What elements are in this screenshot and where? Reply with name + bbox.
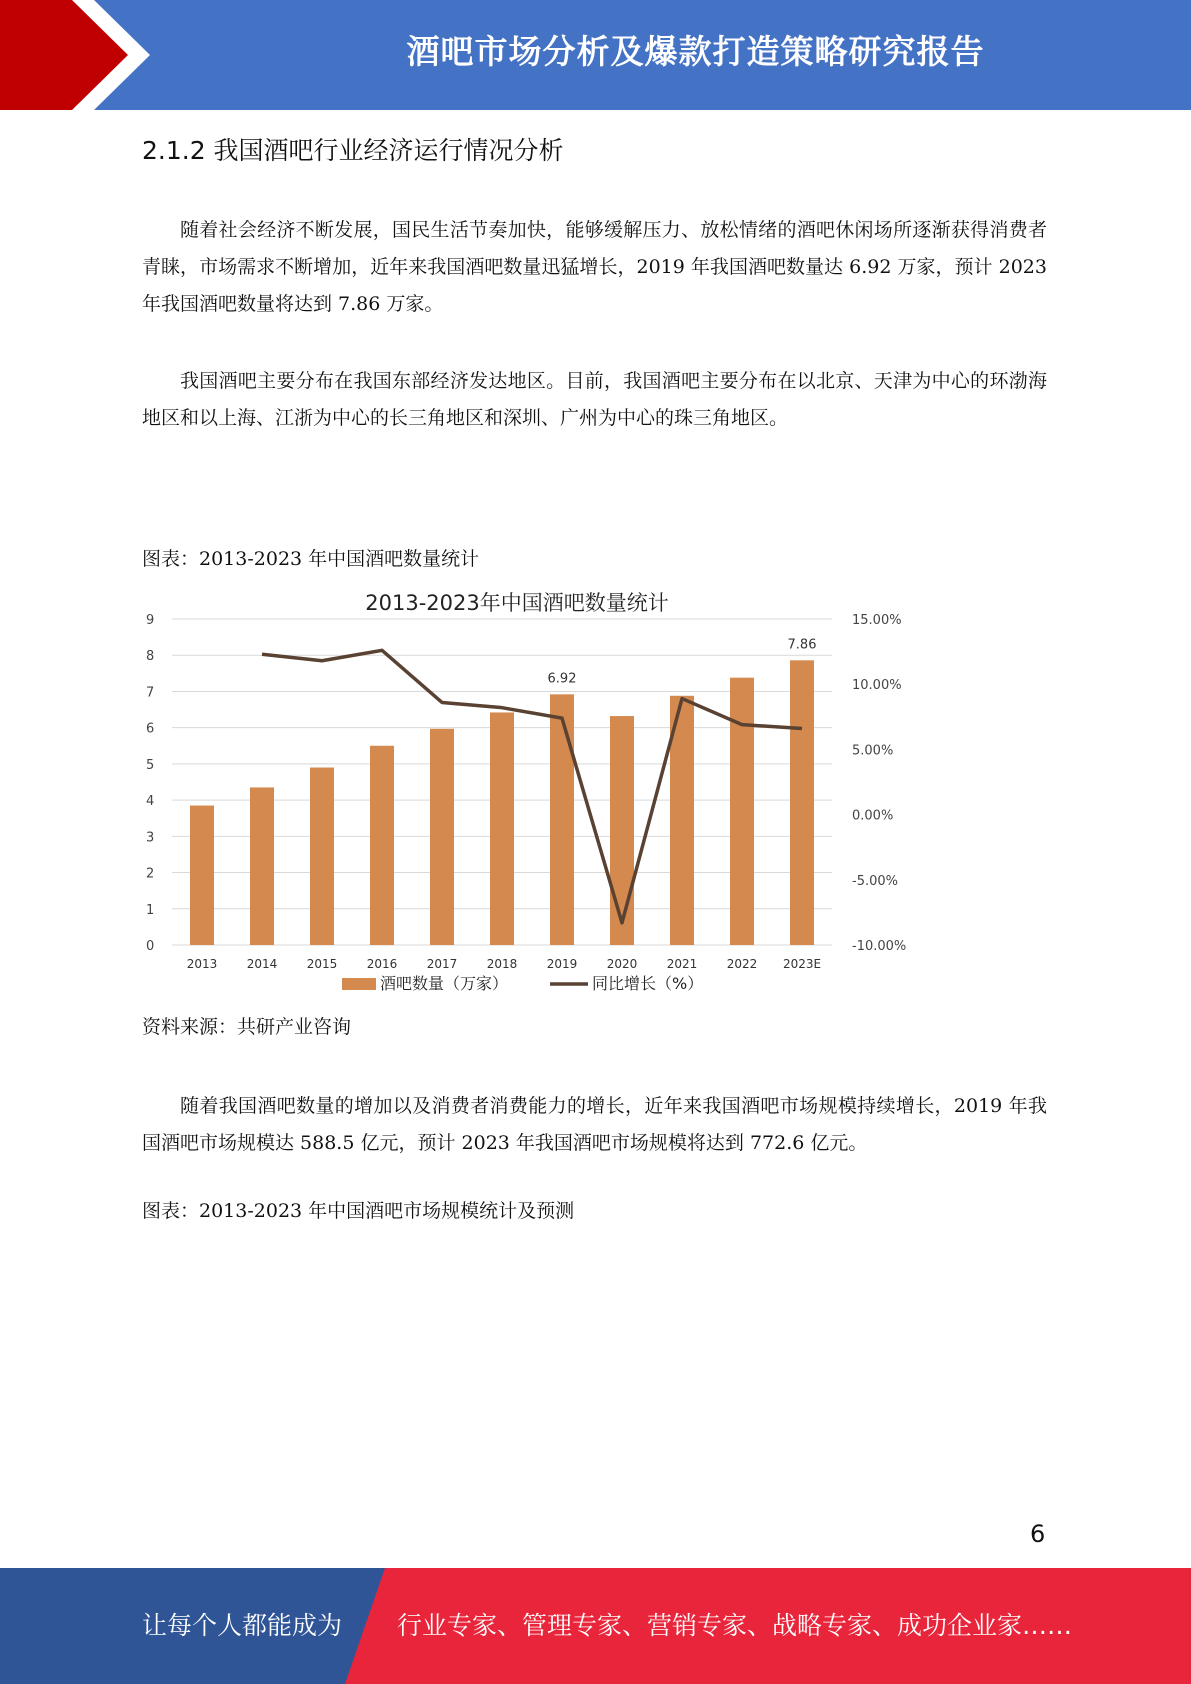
y2-tick-label: -5.00% xyxy=(852,873,898,889)
legend-label-line: 同比增长（%） xyxy=(592,974,704,993)
y-tick-label: 0 xyxy=(146,939,155,954)
x-tick-label: 2023E xyxy=(782,957,822,971)
legend-label-bars: 酒吧数量（万家） xyxy=(380,974,509,993)
chart-title: 2013-2023年中国酒吧数量统计 xyxy=(365,591,669,615)
footer-slogan-right: 行业专家、管理专家、营销专家、战略专家、成功企业家…… xyxy=(397,1611,1073,1640)
page-number: 6 xyxy=(1030,1520,1046,1548)
bar-2022 xyxy=(730,678,754,945)
page-footer xyxy=(0,1568,1191,1684)
x-tick-label: 2015 xyxy=(306,957,338,971)
y2-tick-label: 0.00% xyxy=(852,808,894,824)
source-caption: 资料来源：共研产业咨询 xyxy=(142,1016,352,1038)
x-tick-label: 2020 xyxy=(606,957,638,971)
bar-2019 xyxy=(550,694,574,945)
legend-swatch-bars xyxy=(342,978,376,990)
y-tick-label: 2 xyxy=(146,866,155,882)
x-tick-label: 2014 xyxy=(246,957,278,971)
y-tick-label: 3 xyxy=(146,830,155,846)
bar-2015 xyxy=(310,768,334,945)
y2-tick-label: -10.00% xyxy=(852,939,907,954)
y-tick-label: 8 xyxy=(146,649,155,665)
paragraph-3: 随着我国酒吧数量的增加以及消费者消费能力的增长，近年来我国酒吧市场规模持续增长，2019 年我国酒吧市场规模达 588.5 亿元，预计 2023 年我国酒吧市场规模将达到 772.6 亿元。 xyxy=(142,1095,1047,1154)
chart-svg xyxy=(142,580,912,1005)
y2-tick-label: 15.00% xyxy=(852,613,902,628)
x-tick-label: 2019 xyxy=(546,957,578,971)
chart1-caption: 图表：2013-2023 年中国酒吧数量统计 xyxy=(142,548,480,570)
bar-2020 xyxy=(610,716,634,945)
y-tick-label: 4 xyxy=(146,794,155,810)
page-header xyxy=(0,0,1191,110)
x-tick-label: 2013 xyxy=(186,957,218,971)
y-tick-label: 7 xyxy=(146,685,155,701)
report-title: 酒吧市场分析及爆款打造策略研究报告 xyxy=(406,32,985,71)
footer-slogan-left: 让每个人都能成为 xyxy=(142,1611,343,1640)
bar-2023E xyxy=(790,660,814,945)
bar-2017 xyxy=(430,729,454,945)
x-tick-label: 2016 xyxy=(366,957,398,971)
bar-2013 xyxy=(190,806,214,945)
y2-tick-label: 5.00% xyxy=(852,743,894,759)
bar-2016 xyxy=(370,746,394,945)
chart2-caption: 图表：2013-2023 年中国酒吧市场规模统计及预测 xyxy=(142,1200,575,1222)
paragraph-1: 随着社会经济不断发展，国民生活节奏加快，能够缓解压力、放松情绪的酒吧休闲场所逐渐获得消费者青睐，市场需求不断增加，近年来我国酒吧数量迅猛增长，2019 年我国酒吧数量达 6.92 万家，预计 2023 年我国酒吧数量将达到 7.86 万家。 xyxy=(142,219,1047,315)
x-tick-label: 2022 xyxy=(726,957,758,971)
data-label: 6.92 xyxy=(547,671,577,687)
y-tick-label: 6 xyxy=(146,721,155,737)
header-arrow-decoration xyxy=(0,0,200,110)
paragraph-2: 我国酒吧主要分布在我国东部经济发达地区。目前，我国酒吧主要分布在以北京、天津为中心的环渤海地区和以上海、江浙为中心的长三角地区和深圳、广州为中心的珠三角地区。 xyxy=(142,370,1047,429)
bar-count-chart xyxy=(142,580,912,1005)
y-tick-label: 9 xyxy=(146,613,155,628)
y-tick-label: 1 xyxy=(146,902,155,918)
y2-tick-label: 10.00% xyxy=(852,678,902,694)
data-label: 7.86 xyxy=(787,637,817,653)
section-heading: 2.1.2 我国酒吧行业经济运行情况分析 xyxy=(142,136,564,165)
bar-2018 xyxy=(490,712,514,945)
x-tick-label: 2021 xyxy=(666,957,698,971)
y-tick-label: 5 xyxy=(146,757,155,773)
x-tick-label: 2017 xyxy=(426,957,458,971)
x-tick-label: 2018 xyxy=(486,957,518,971)
bar-2014 xyxy=(250,787,274,945)
